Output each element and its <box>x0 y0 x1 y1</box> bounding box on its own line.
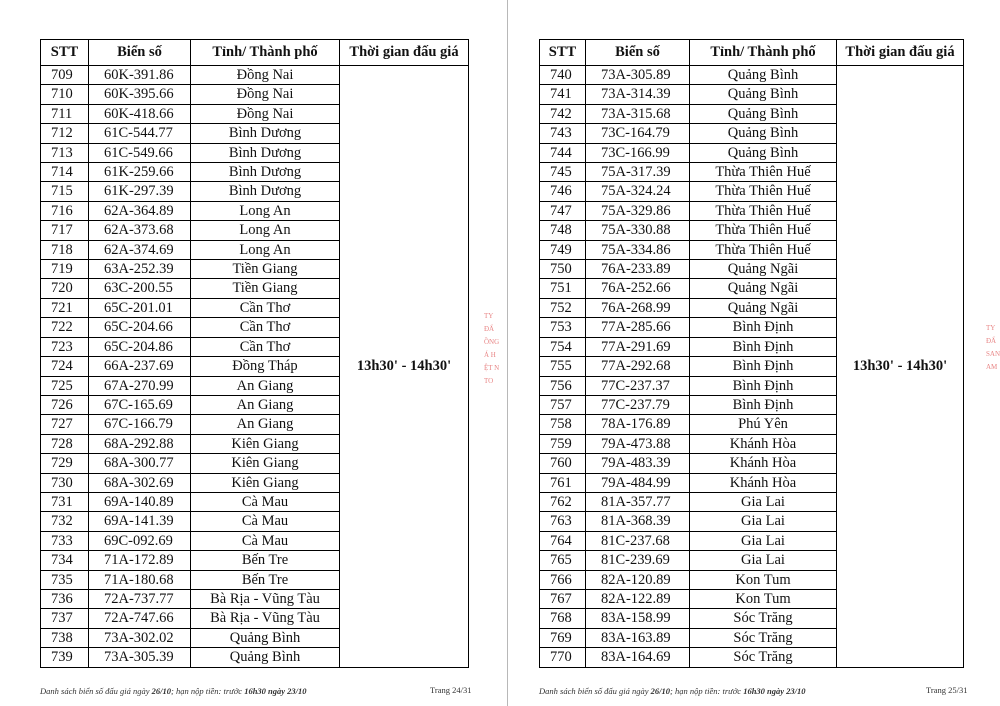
province-cell: Khánh Hòa <box>690 454 837 473</box>
plate-cell: 61C-544.77 <box>89 124 191 143</box>
plate-cell: 67C-166.79 <box>89 415 191 434</box>
header-province: Tỉnh/ Thành phố <box>191 40 340 66</box>
footer-date: 26/10 <box>151 686 172 696</box>
province-cell: Quảng Bình <box>690 66 837 85</box>
stt-cell: 766 <box>540 570 586 589</box>
stt-cell: 717 <box>41 221 89 240</box>
plate-cell: 81A-368.39 <box>586 512 690 531</box>
province-cell: Gia Lai <box>690 492 837 511</box>
province-cell: Tiền Giang <box>191 279 340 298</box>
stt-cell: 719 <box>41 260 89 279</box>
plate-cell: 83A-163.89 <box>586 628 690 647</box>
province-cell: Quảng Ngãi <box>690 260 837 279</box>
plate-cell: 71A-172.89 <box>89 551 191 570</box>
plate-cell: 65C-201.01 <box>89 298 191 317</box>
province-cell: Kon Tum <box>690 570 837 589</box>
plate-cell: 77C-237.37 <box>586 376 690 395</box>
plate-cell: 82A-122.89 <box>586 589 690 608</box>
province-cell: Bình Dương <box>191 143 340 162</box>
plate-cell: 61K-297.39 <box>89 182 191 201</box>
footer-text-mid: ; hạn nộp tiền: trước <box>171 686 245 696</box>
province-cell: Đồng Tháp <box>191 357 340 376</box>
plate-cell: 61K-259.66 <box>89 163 191 182</box>
province-cell: Quảng Bình <box>690 104 837 123</box>
province-cell: Bà Rịa - Vũng Tàu <box>191 589 340 608</box>
plate-cell: 73A-302.02 <box>89 628 191 647</box>
plate-cell: 60K-418.66 <box>89 104 191 123</box>
stt-cell: 734 <box>41 551 89 570</box>
header-province: Tỉnh/ Thành phố <box>690 40 837 66</box>
stt-cell: 747 <box>540 201 586 220</box>
plate-cell: 62A-373.68 <box>89 221 191 240</box>
province-cell: Đồng Nai <box>191 66 340 85</box>
footer-deadline: 16h30 ngày 23/10 <box>743 686 806 696</box>
table-row <box>540 66 964 85</box>
stt-cell: 760 <box>540 454 586 473</box>
province-cell: Thừa Thiên Huế <box>690 240 837 259</box>
province-cell: Quảng Bình <box>191 628 340 647</box>
stt-cell: 727 <box>41 415 89 434</box>
stt-cell: 721 <box>41 298 89 317</box>
stt-cell: 718 <box>41 240 89 259</box>
page-number: Trang 24/31 <box>430 685 472 695</box>
stt-cell: 726 <box>41 395 89 414</box>
plate-cell: 66A-237.69 <box>89 357 191 376</box>
red-stamp-fragment: TY ĐẤ ỒNG Á H ỆT N TO <box>484 312 500 385</box>
plate-cell: 73C-166.99 <box>586 143 690 162</box>
stt-cell: 728 <box>41 434 89 453</box>
province-cell: Bà Rịa - Vũng Tàu <box>191 609 340 628</box>
stt-cell: 768 <box>540 609 586 628</box>
plate-cell: 77C-237.79 <box>586 395 690 414</box>
stt-cell: 733 <box>41 531 89 550</box>
plate-cell: 68A-292.88 <box>89 434 191 453</box>
stt-cell: 715 <box>41 182 89 201</box>
stt-cell: 725 <box>41 376 89 395</box>
stt-cell: 765 <box>540 551 586 570</box>
province-cell: Đồng Nai <box>191 85 340 104</box>
plate-cell: 82A-120.89 <box>586 570 690 589</box>
province-cell: Quảng Bình <box>191 648 340 667</box>
stt-cell: 730 <box>41 473 89 492</box>
province-cell: Bình Định <box>690 395 837 414</box>
plate-cell: 76A-268.99 <box>586 298 690 317</box>
stt-cell: 711 <box>41 104 89 123</box>
province-cell: Cà Mau <box>191 492 340 511</box>
plate-cell: 77A-285.66 <box>586 318 690 337</box>
province-cell: Khánh Hòa <box>690 473 837 492</box>
auction-table <box>539 39 964 668</box>
footer-text-mid: ; hạn nộp tiền: trước <box>670 686 744 696</box>
stt-cell: 764 <box>540 531 586 550</box>
province-cell: Sóc Trăng <box>690 648 837 667</box>
province-cell: Cần Thơ <box>191 318 340 337</box>
plate-cell: 62A-374.69 <box>89 240 191 259</box>
stt-cell: 732 <box>41 512 89 531</box>
province-cell: Gia Lai <box>690 512 837 531</box>
stt-cell: 743 <box>540 124 586 143</box>
header-time: Thời gian đấu giá <box>340 40 469 66</box>
table-header-row <box>540 40 964 66</box>
province-cell: Bình Định <box>690 318 837 337</box>
stt-cell: 757 <box>540 395 586 414</box>
stt-cell: 724 <box>41 357 89 376</box>
stt-cell: 770 <box>540 648 586 667</box>
plate-cell: 73A-305.39 <box>89 648 191 667</box>
stt-cell: 742 <box>540 104 586 123</box>
page-footer <box>539 686 806 696</box>
plate-cell: 69A-140.89 <box>89 492 191 511</box>
footer-date: 26/10 <box>650 686 671 696</box>
footer-deadline: 16h30 ngày 23/10 <box>244 686 307 696</box>
stt-cell: 741 <box>540 85 586 104</box>
province-cell: Quảng Ngãi <box>690 279 837 298</box>
footer-text: Danh sách biển số đấu giá ngày <box>539 686 651 696</box>
plate-cell: 81C-237.68 <box>586 531 690 550</box>
province-cell: Long An <box>191 240 340 259</box>
province-cell: Quảng Bình <box>690 85 837 104</box>
plate-cell: 68A-300.77 <box>89 454 191 473</box>
stt-cell: 749 <box>540 240 586 259</box>
province-cell: Quảng Bình <box>690 143 837 162</box>
stt-cell: 763 <box>540 512 586 531</box>
province-cell: Cần Thơ <box>191 298 340 317</box>
plate-cell: 63C-200.55 <box>89 279 191 298</box>
plate-cell: 67A-270.99 <box>89 376 191 395</box>
plate-cell: 69A-141.39 <box>89 512 191 531</box>
stt-cell: 716 <box>41 201 89 220</box>
province-cell: Quảng Bình <box>690 124 837 143</box>
province-cell: Cà Mau <box>191 512 340 531</box>
stt-cell: 713 <box>41 143 89 162</box>
red-stamp-fragment: TY ĐẤ SAN AM <box>986 324 1000 371</box>
province-cell: Bến Tre <box>191 570 340 589</box>
stt-cell: 745 <box>540 163 586 182</box>
plate-cell: 77A-292.68 <box>586 357 690 376</box>
table-row <box>41 66 469 85</box>
stt-cell: 723 <box>41 337 89 356</box>
plate-cell: 75A-334.86 <box>586 240 690 259</box>
stt-cell: 729 <box>41 454 89 473</box>
province-cell: Gia Lai <box>690 531 837 550</box>
province-cell: Long An <box>191 221 340 240</box>
stt-cell: 758 <box>540 415 586 434</box>
plate-cell: 77A-291.69 <box>586 337 690 356</box>
plate-cell: 79A-483.39 <box>586 454 690 473</box>
document-page-25 <box>507 0 1000 706</box>
plate-cell: 63A-252.39 <box>89 260 191 279</box>
auction-time-cell: 13h30' - 14h30' <box>837 66 964 668</box>
province-cell: Kon Tum <box>690 589 837 608</box>
province-cell: Kiên Giang <box>191 473 340 492</box>
province-cell: Cà Mau <box>191 531 340 550</box>
auction-table <box>40 39 469 668</box>
province-cell: Sóc Trăng <box>690 628 837 647</box>
stt-cell: 750 <box>540 260 586 279</box>
stt-cell: 714 <box>41 163 89 182</box>
stt-cell: 748 <box>540 221 586 240</box>
table-header-row <box>41 40 469 66</box>
province-cell: Bến Tre <box>191 551 340 570</box>
page-footer <box>40 686 307 696</box>
plate-cell: 60K-391.86 <box>89 66 191 85</box>
stt-cell: 744 <box>540 143 586 162</box>
footer-text: Danh sách biển số đấu giá ngày <box>40 686 152 696</box>
stt-cell: 735 <box>41 570 89 589</box>
plate-cell: 71A-180.68 <box>89 570 191 589</box>
province-cell: Bình Định <box>690 376 837 395</box>
header-plate: Biển số <box>586 40 690 66</box>
plate-cell: 73A-315.68 <box>586 104 690 123</box>
plate-cell: 68A-302.69 <box>89 473 191 492</box>
province-cell: Tiền Giang <box>191 260 340 279</box>
stt-cell: 712 <box>41 124 89 143</box>
province-cell: Kiên Giang <box>191 434 340 453</box>
province-cell: Thừa Thiên Huế <box>690 201 837 220</box>
plate-cell: 60K-395.66 <box>89 85 191 104</box>
plate-cell: 69C-092.69 <box>89 531 191 550</box>
stt-cell: 756 <box>540 376 586 395</box>
plate-cell: 62A-364.89 <box>89 201 191 220</box>
plate-cell: 81A-357.77 <box>586 492 690 511</box>
province-cell: An Giang <box>191 376 340 395</box>
plate-cell: 83A-158.99 <box>586 609 690 628</box>
province-cell: Khánh Hòa <box>690 434 837 453</box>
stt-cell: 736 <box>41 589 89 608</box>
plate-cell: 81C-239.69 <box>586 551 690 570</box>
stt-cell: 738 <box>41 628 89 647</box>
stt-cell: 740 <box>540 66 586 85</box>
province-cell: Bình Định <box>690 337 837 356</box>
stt-cell: 739 <box>41 648 89 667</box>
header-plate: Biển số <box>89 40 191 66</box>
province-cell: Bình Định <box>690 357 837 376</box>
plate-cell: 65C-204.66 <box>89 318 191 337</box>
plate-cell: 65C-204.86 <box>89 337 191 356</box>
province-cell: Đồng Nai <box>191 104 340 123</box>
province-cell: Thừa Thiên Huế <box>690 163 837 182</box>
plate-cell: 67C-165.69 <box>89 395 191 414</box>
province-cell: Bình Dương <box>191 124 340 143</box>
province-cell: Bình Dương <box>191 163 340 182</box>
plate-cell: 73A-305.89 <box>586 66 690 85</box>
stt-cell: 759 <box>540 434 586 453</box>
plate-cell: 79A-473.88 <box>586 434 690 453</box>
province-cell: Cần Thơ <box>191 337 340 356</box>
province-cell: Sóc Trăng <box>690 609 837 628</box>
stt-cell: 737 <box>41 609 89 628</box>
province-cell: Kiên Giang <box>191 454 340 473</box>
header-time: Thời gian đấu giá <box>837 40 964 66</box>
page-number: Trang 25/31 <box>926 685 968 695</box>
stt-cell: 709 <box>41 66 89 85</box>
header-stt: STT <box>41 40 89 66</box>
stt-cell: 731 <box>41 492 89 511</box>
plate-cell: 73A-314.39 <box>586 85 690 104</box>
province-cell: Long An <box>191 201 340 220</box>
plate-cell: 76A-252.66 <box>586 279 690 298</box>
plate-cell: 73C-164.79 <box>586 124 690 143</box>
province-cell: An Giang <box>191 415 340 434</box>
stt-cell: 762 <box>540 492 586 511</box>
stt-cell: 761 <box>540 473 586 492</box>
plate-cell: 76A-233.89 <box>586 260 690 279</box>
plate-cell: 75A-330.88 <box>586 221 690 240</box>
stt-cell: 752 <box>540 298 586 317</box>
stt-cell: 767 <box>540 589 586 608</box>
plate-cell: 75A-317.39 <box>586 163 690 182</box>
province-cell: Phú Yên <box>690 415 837 434</box>
plate-cell: 83A-164.69 <box>586 648 690 667</box>
province-cell: An Giang <box>191 395 340 414</box>
stt-cell: 753 <box>540 318 586 337</box>
province-cell: Thừa Thiên Huế <box>690 182 837 201</box>
stt-cell: 720 <box>41 279 89 298</box>
plate-cell: 75A-329.86 <box>586 201 690 220</box>
province-cell: Quảng Ngãi <box>690 298 837 317</box>
auction-time-cell: 13h30' - 14h30' <box>340 66 469 668</box>
province-cell: Thừa Thiên Huế <box>690 221 837 240</box>
plate-cell: 78A-176.89 <box>586 415 690 434</box>
plate-cell: 72A-737.77 <box>89 589 191 608</box>
plate-cell: 79A-484.99 <box>586 473 690 492</box>
stt-cell: 710 <box>41 85 89 104</box>
stt-cell: 754 <box>540 337 586 356</box>
plate-cell: 72A-747.66 <box>89 609 191 628</box>
plate-cell: 75A-324.24 <box>586 182 690 201</box>
stt-cell: 722 <box>41 318 89 337</box>
province-cell: Gia Lai <box>690 551 837 570</box>
stt-cell: 746 <box>540 182 586 201</box>
stt-cell: 751 <box>540 279 586 298</box>
stt-cell: 769 <box>540 628 586 647</box>
page-gap <box>500 0 507 706</box>
plate-cell: 61C-549.66 <box>89 143 191 162</box>
province-cell: Bình Dương <box>191 182 340 201</box>
stt-cell: 755 <box>540 357 586 376</box>
header-stt: STT <box>540 40 586 66</box>
